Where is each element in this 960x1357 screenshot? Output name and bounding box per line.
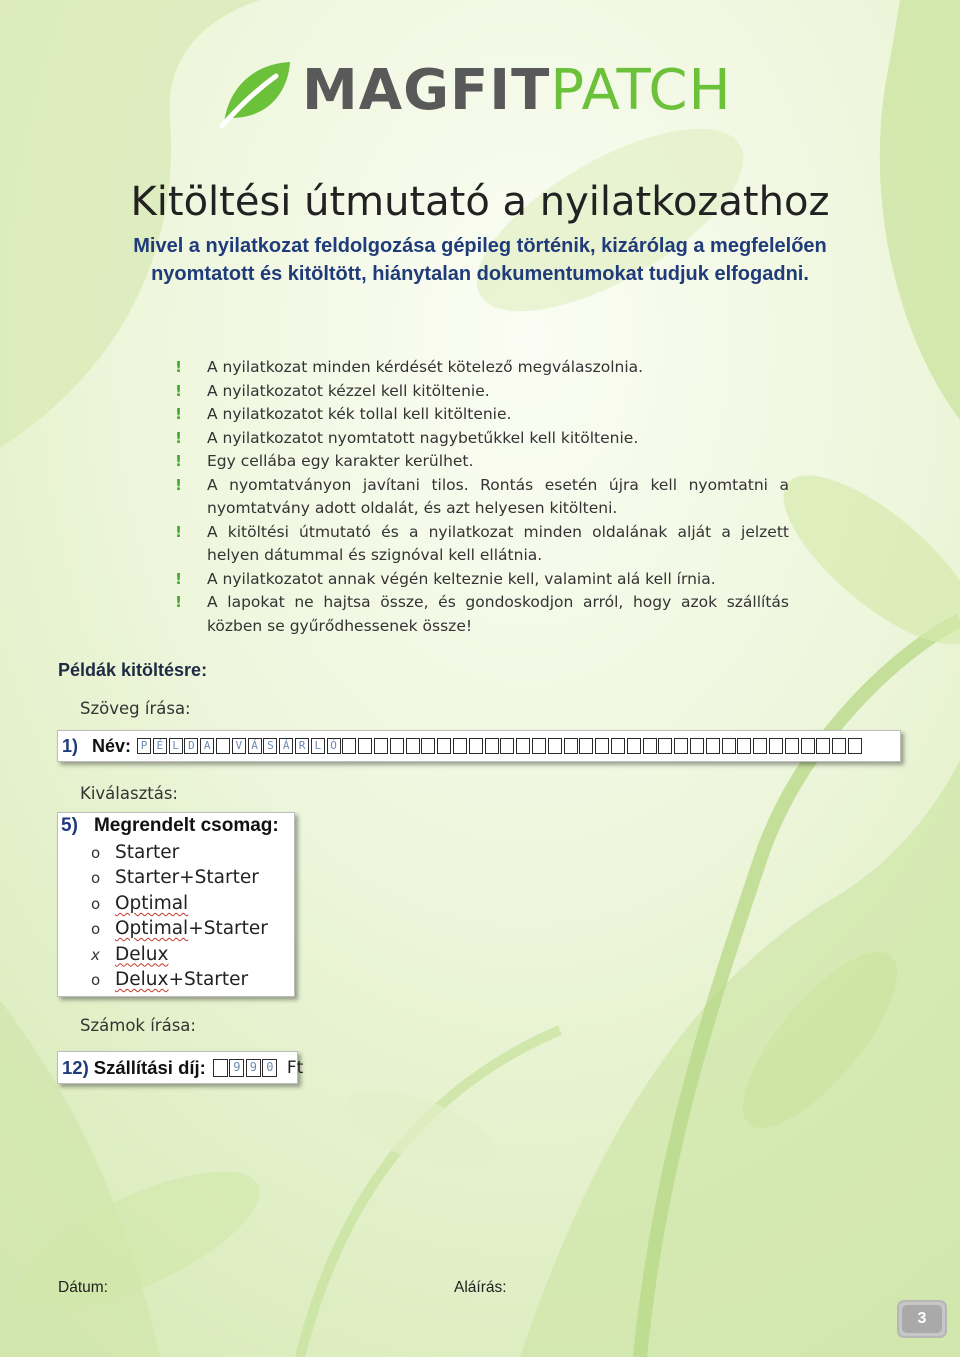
exclamation-icon: ! xyxy=(175,381,183,400)
rules-list xyxy=(175,356,789,638)
rule-text: A nyilatkozatot kézzel kell kitöltenie. xyxy=(207,381,490,400)
question-number: 1) xyxy=(62,735,79,756)
name-character-cell[interactable] xyxy=(406,738,420,754)
checked-option-marker[interactable]: x xyxy=(91,945,100,964)
name-character-cell[interactable] xyxy=(390,738,404,754)
name-character-cell[interactable] xyxy=(374,738,388,754)
shipping-fee-field-example xyxy=(57,1051,304,1084)
name-character-cell[interactable]: Á xyxy=(279,738,293,754)
name-character-cell[interactable]: Á xyxy=(248,738,262,754)
rule-item xyxy=(175,450,789,474)
package-option[interactable] xyxy=(91,865,268,890)
name-character-cell[interactable] xyxy=(753,738,767,754)
package-label: Megrendelt csomag: xyxy=(93,815,279,836)
rule-item xyxy=(175,427,789,451)
exclamation-icon: ! xyxy=(175,569,183,588)
name-character-cell[interactable]: P xyxy=(137,738,151,754)
exclamation-icon: ! xyxy=(175,428,183,447)
name-character-cell[interactable] xyxy=(737,738,751,754)
name-character-cell[interactable] xyxy=(816,738,830,754)
package-option[interactable] xyxy=(91,916,268,941)
numbers-writing-label: Számok írása: xyxy=(80,1016,196,1035)
rule-text: A kitöltési útmutató és a nyilatkozat minden oldalának alját a jelzett helyen dátummal és szignóval kell ellátnia. xyxy=(207,522,789,564)
name-character-cell[interactable] xyxy=(516,738,530,754)
name-character-cell[interactable] xyxy=(595,738,609,754)
name-character-cell[interactable] xyxy=(216,738,230,754)
name-character-cell[interactable] xyxy=(548,738,562,754)
name-character-cell[interactable] xyxy=(342,738,356,754)
name-field-example xyxy=(57,730,901,762)
package-option-label: Optimal xyxy=(115,892,189,914)
name-character-cell[interactable] xyxy=(564,738,578,754)
name-character-cell[interactable] xyxy=(674,738,688,754)
option-bullet-icon[interactable]: o xyxy=(91,970,101,989)
name-character-cell[interactable] xyxy=(627,738,641,754)
name-character-cell[interactable]: S xyxy=(263,738,277,754)
rule-text: A nyilatkozatot kék tollal kell kitöltenie. xyxy=(207,405,512,423)
currency-unit: Ft xyxy=(286,1057,304,1078)
shipping-fee-label: Szállítási díj: xyxy=(93,1056,206,1078)
name-character-cell[interactable] xyxy=(358,738,372,754)
name-character-cell[interactable]: R xyxy=(295,738,309,754)
option-bullet-icon[interactable]: o xyxy=(91,844,101,862)
text-writing-label: Szöveg írása: xyxy=(80,699,191,718)
name-character-cell[interactable] xyxy=(832,738,846,754)
brand-wordmark xyxy=(302,56,732,126)
rule-text: A nyomtatványon javítani tilos. Rontás esetén újra kell nyomtatni a nyomtatvány adott oldalát, és azt helyesen kitölteni. xyxy=(207,475,789,517)
rule-item xyxy=(175,403,789,427)
name-character-cell[interactable] xyxy=(722,738,736,754)
option-bullet-icon[interactable]: o xyxy=(91,869,101,888)
page-title: Kitöltési útmutató a nyilatkozathoz xyxy=(130,178,830,225)
name-character-cell[interactable]: A xyxy=(200,738,214,754)
exclamation-icon: ! xyxy=(175,358,183,376)
name-character-cell[interactable] xyxy=(769,738,783,754)
name-character-cell[interactable] xyxy=(421,738,435,754)
package-options-list xyxy=(91,840,268,992)
name-character-cell[interactable]: D xyxy=(184,738,198,754)
page-number-badge xyxy=(897,1300,947,1338)
name-character-cell[interactable]: L xyxy=(311,738,325,754)
rule-text: A nyilatkozat minden kérdését kötelező megválaszolnia. xyxy=(207,358,644,376)
name-character-cell[interactable] xyxy=(690,738,704,754)
name-character-cell[interactable]: V xyxy=(232,738,246,754)
rule-item xyxy=(175,521,789,568)
name-character-cell[interactable] xyxy=(532,738,546,754)
rule-text: A nyilatkozatot annak végén kelteznie kell, valamint alá kell írnia. xyxy=(207,569,716,588)
page-subtitle: Mivel a nyilatkozat feldolgozása gépileg történik, kizárólag a megfelelően nyomtatott és kitöltött, hiánytalan dokumentumokat tudjuk elfogadni. xyxy=(133,235,827,285)
exclamation-icon: ! xyxy=(175,475,183,494)
name-character-cell[interactable] xyxy=(706,738,720,754)
leaf-logo-icon xyxy=(218,58,294,128)
examples-heading: Példák kitöltésre: xyxy=(58,660,208,680)
package-option[interactable] xyxy=(91,967,268,992)
shipping-fee-digit-cells xyxy=(213,1059,279,1077)
shipping-fee-digit-cell[interactable]: 9 xyxy=(246,1059,261,1077)
package-option[interactable] xyxy=(91,891,268,916)
package-option-label: Starter+Starter xyxy=(115,867,259,889)
name-character-cell[interactable]: L xyxy=(169,738,183,754)
date-label: Dátum: xyxy=(58,1279,108,1296)
question-number: 5) xyxy=(61,815,78,836)
name-character-cells xyxy=(137,738,864,754)
name-character-cell[interactable] xyxy=(469,738,483,754)
shipping-fee-digit-cell[interactable]: 0 xyxy=(262,1059,277,1077)
name-character-cell[interactable] xyxy=(785,738,799,754)
package-option[interactable] xyxy=(91,942,268,967)
rule-item xyxy=(175,474,789,521)
name-character-cell[interactable] xyxy=(801,738,815,754)
brand-logo xyxy=(218,56,758,128)
shipping-fee-digit-cell[interactable]: 9 xyxy=(229,1059,244,1077)
name-character-cell[interactable] xyxy=(611,738,625,754)
option-bullet-icon[interactable]: o xyxy=(91,894,101,913)
name-label: Név: xyxy=(92,735,132,756)
exclamation-icon: ! xyxy=(175,405,183,423)
brand-wordmark-patch: PATCH xyxy=(550,58,732,123)
name-character-cell[interactable]: É xyxy=(153,738,167,754)
package-option-label: Starter xyxy=(115,842,180,863)
rule-item xyxy=(175,568,789,592)
exclamation-icon: ! xyxy=(175,522,183,541)
option-bullet-icon[interactable]: o xyxy=(91,920,101,939)
name-character-cell[interactable] xyxy=(485,738,499,754)
brand-wordmark-magfit: MAGFIT xyxy=(302,58,551,123)
name-character-cell[interactable] xyxy=(848,738,862,754)
package-option-label: Optimal+Starter xyxy=(115,918,268,940)
rule-text: A nyilatkozatot nyomtatott nagybetűkkel kell kitöltenie. xyxy=(207,428,639,447)
package-option[interactable] xyxy=(91,840,268,865)
package-option-label: Delux xyxy=(115,943,169,965)
rule-item xyxy=(175,380,789,404)
name-character-cell[interactable] xyxy=(453,738,467,754)
rule-item xyxy=(175,356,789,380)
package-field-example xyxy=(57,812,295,997)
rule-item xyxy=(175,591,789,638)
rule-text: Egy cellába egy karakter kerülhet. xyxy=(207,452,474,470)
rule-text: A lapokat ne hajtsa össze, és gondoskodjon arról, hogy azok szállítás közben se gyűrődhessenek össze! xyxy=(207,593,789,635)
name-character-cell[interactable] xyxy=(643,738,657,754)
name-character-cell[interactable] xyxy=(437,738,451,754)
selection-label: Kiválasztás: xyxy=(80,784,178,803)
question-number: 12) xyxy=(62,1056,89,1078)
page-number: 3 xyxy=(902,1305,942,1333)
name-character-cell[interactable] xyxy=(500,738,514,754)
exclamation-icon: ! xyxy=(175,593,183,611)
exclamation-icon: ! xyxy=(175,452,183,470)
name-character-cell[interactable] xyxy=(658,738,672,754)
name-character-cell[interactable] xyxy=(579,738,593,754)
package-option-label: Delux+Starter xyxy=(115,968,249,990)
shipping-fee-digit-cell[interactable] xyxy=(213,1059,228,1077)
name-character-cell[interactable]: Ó xyxy=(327,738,341,754)
signature-label: Aláírás: xyxy=(454,1279,507,1296)
